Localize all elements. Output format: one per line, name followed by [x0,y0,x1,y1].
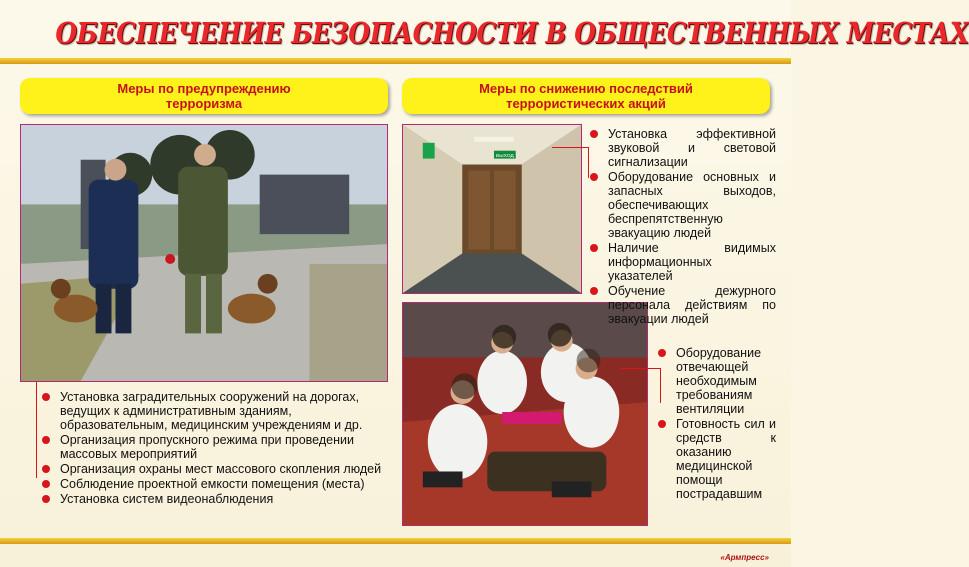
bullet-dot-icon [42,436,50,444]
list-item: Обучение дежурного персонала действиям по эвакуации людей [586,284,776,326]
list-item: Организация пропускного режима при проведении массовых мероприятий [38,433,393,461]
bullet-dot-icon [42,393,50,401]
right-heading-box [402,78,770,114]
right-measures-list-bottom [654,346,776,502]
bullet-dot-icon [590,173,598,181]
bullet-dot-icon [658,420,666,428]
right-measures-list-top [586,127,776,327]
list-item: Установка заградительных сооружений на дорогах, ведущих к административным зданиям, образовательным, медицинским учреждениям и др. [38,390,393,432]
list-item: Оборудование основных и запасных выходов, обеспечивающих беспрепятственную эвакуацию людей [586,170,776,240]
list-item: Оборудование отвечающей необходимым требованиям вентиляции [654,346,776,416]
connector-right-top [552,147,589,178]
bullet-dot-icon [658,349,666,357]
list-item: Установка систем видеонаблюдения [38,492,393,506]
list-item: Организация охраны мест массового скопления людей [38,462,393,476]
connector-left [36,382,37,478]
list-item: Установка эффективной звуковой и световой сигнализации [586,127,776,169]
bullet-dot-icon [42,465,50,473]
left-measures-list [38,390,393,507]
poster-title: ОБЕСПЕЧЕНИЕ БЕЗОПАСНОСТИ В ОБЩЕСТВЕННЫХ МЕСТАХ [55,16,969,50]
list-item: Готовность сил и средств к оказанию медицинской помощи пострадавшим [654,417,776,501]
right-heading: Меры по снижению последствий террористических акций [479,81,693,111]
photo-patrol-dogs [20,124,388,382]
exit-sign-text: ВЫХОД [495,154,514,160]
list-item: Соблюдение проектной емкости помещения (места) [38,477,393,491]
list-item: Наличие видимых информационных указателей [586,241,776,283]
publisher-label: «Армпресс» [720,553,769,562]
bullet-dot-icon [590,130,598,138]
top-stripe [0,58,791,64]
bullet-dot-icon [590,287,598,295]
left-heading: Меры по предупреждению терроризма [117,81,291,111]
bullet-dot-icon [42,495,50,503]
bottom-stripe [0,538,791,544]
left-heading-box [20,78,388,114]
bullet-dot-icon [42,480,50,488]
photo-first-aid [402,302,648,526]
bullet-dot-icon [590,244,598,252]
